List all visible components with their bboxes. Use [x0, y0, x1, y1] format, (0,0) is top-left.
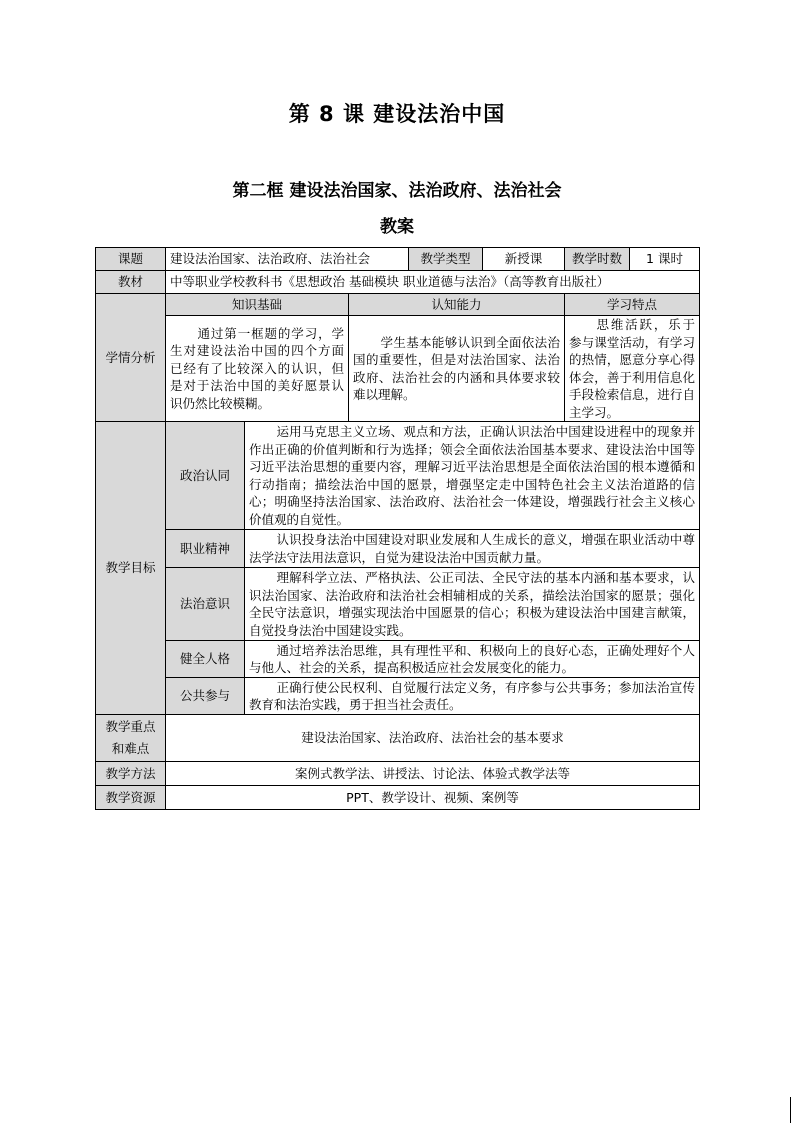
resource-row: [96, 786, 700, 810]
textbook-value: 中等职业学校教科书《思想政治 基础模块 职业道德与法治》（高等教育出版社）: [166, 271, 700, 294]
analysis-label: 学情分析: [96, 294, 166, 422]
goal-row: [96, 568, 700, 641]
analysis-header-knowledge: 知识基础: [166, 294, 349, 316]
goals-label: 教学目标: [96, 422, 166, 715]
key-points-label-line1: 教学重点: [105, 719, 156, 734]
key-points-value: 建设法治国家、法治政府、法治社会的基本要求: [166, 715, 700, 762]
goal-text: 认识投身法治中国建设对职业发展和人生成长的意义，增强在职业活动中尊法学法守法用法意识，自觉为建设法治中国贡献力量。: [245, 530, 700, 568]
goal-text: 通过培养法治思维，具有理性平和、积极向上的良好心态，正确处理好个人与他人、社会的关系，提高积极适应社会发展变化的能力。: [245, 641, 700, 678]
goal-row: [96, 678, 700, 715]
key-points-label-line2: 和难点: [111, 741, 150, 756]
goal-name: 政治认同: [166, 422, 245, 530]
textbook-label: 教材: [96, 271, 166, 294]
topic-label: 课题: [96, 248, 166, 271]
goal-text: 正确行使公民权利、自觉履行法定义务，有序参与公共事务；参加法治宣传教育和法治实践，勇于担当社会责任。: [245, 678, 700, 715]
resource-label: 教学资源: [96, 786, 166, 810]
analysis-header-row: [96, 294, 700, 316]
lesson-title: 第 8 课 建设法治中国: [288, 102, 506, 126]
hours-label: 教学时数: [565, 248, 630, 271]
analysis-text-row: [96, 316, 700, 422]
analysis-text-cognition: 学生基本能够认识到全面依法治国的重要性，但是对法治国家、法治政府、法治社会的内涵和具体要求较难以理解。: [349, 316, 565, 422]
goal-row: [96, 641, 700, 678]
lesson-plan-table: [95, 247, 700, 810]
resource-value: PPT、教学设计、视频、案例等: [166, 786, 700, 810]
hours-value: 1 课时: [630, 248, 700, 271]
page-edge-line: [790, 1097, 791, 1123]
analysis-header-traits: 学习特点: [565, 294, 700, 316]
goal-name: 法治意识: [166, 568, 245, 641]
method-value: 案例式教学法、讲授法、讨论法、体验式教学法等: [166, 762, 700, 786]
key-points-label: [96, 715, 166, 762]
doc-type-heading: 教案: [380, 217, 414, 237]
method-row: [96, 762, 700, 786]
goal-text: 运用马克思主义立场、观点和方法，正确认识法治中国建设进程中的现象并作出正确的价值判断和行为选择；领会全面依法治国基本要求、建设法治中国等习近平法治思想的重要内容，理解习近平法治思想是全面依法治国的根本遵循和行动指南；描绘法治中国的愿景，增强坚定走中国特色社会主义法治道路的信心；明确坚持法治国家、法治政府、法治社会一体建设，增强践行社会主义核心价值观的自觉性。: [245, 422, 700, 530]
topic-row: [96, 248, 700, 271]
goal-row: [96, 422, 700, 530]
section-title: 第二框 建设法治国家、法治政府、法治社会: [232, 181, 562, 201]
goal-text: 理解科学立法、严格执法、公正司法、全民守法的基本内涵和基本要求，认识法治国家、法治政府和法治社会相辅相成的关系，描绘法治国家的愿景；强化全民守法意识，增强实现法治中国愿景的信心；积极为建设法治中国建言献策，自觉投身法治中国建设实践。: [245, 568, 700, 641]
goal-name: 健全人格: [166, 641, 245, 678]
analysis-text-knowledge: 通过第一框题的学习，学生对建设法治中国的四个方面已经有了比较深入的认识，但是对于法治中国的美好愿景认识仍然比较模糊。: [166, 316, 349, 422]
method-label: 教学方法: [96, 762, 166, 786]
topic-value: 建设法治国家、法治政府、法治社会: [166, 248, 409, 271]
type-value: 新授课: [483, 248, 565, 271]
analysis-text-traits: 思维活跃，乐于参与课堂活动，有学习的热情，愿意分享心得体会，善于利用信息化手段检索信息，进行自主学习。: [565, 316, 700, 422]
type-label: 教学类型: [409, 248, 483, 271]
goal-row: [96, 530, 700, 568]
key-points-row: [96, 715, 700, 762]
goal-name: 职业精神: [166, 530, 245, 568]
analysis-header-cognition: 认知能力: [349, 294, 565, 316]
textbook-row: [96, 271, 700, 294]
goal-name: 公共参与: [166, 678, 245, 715]
